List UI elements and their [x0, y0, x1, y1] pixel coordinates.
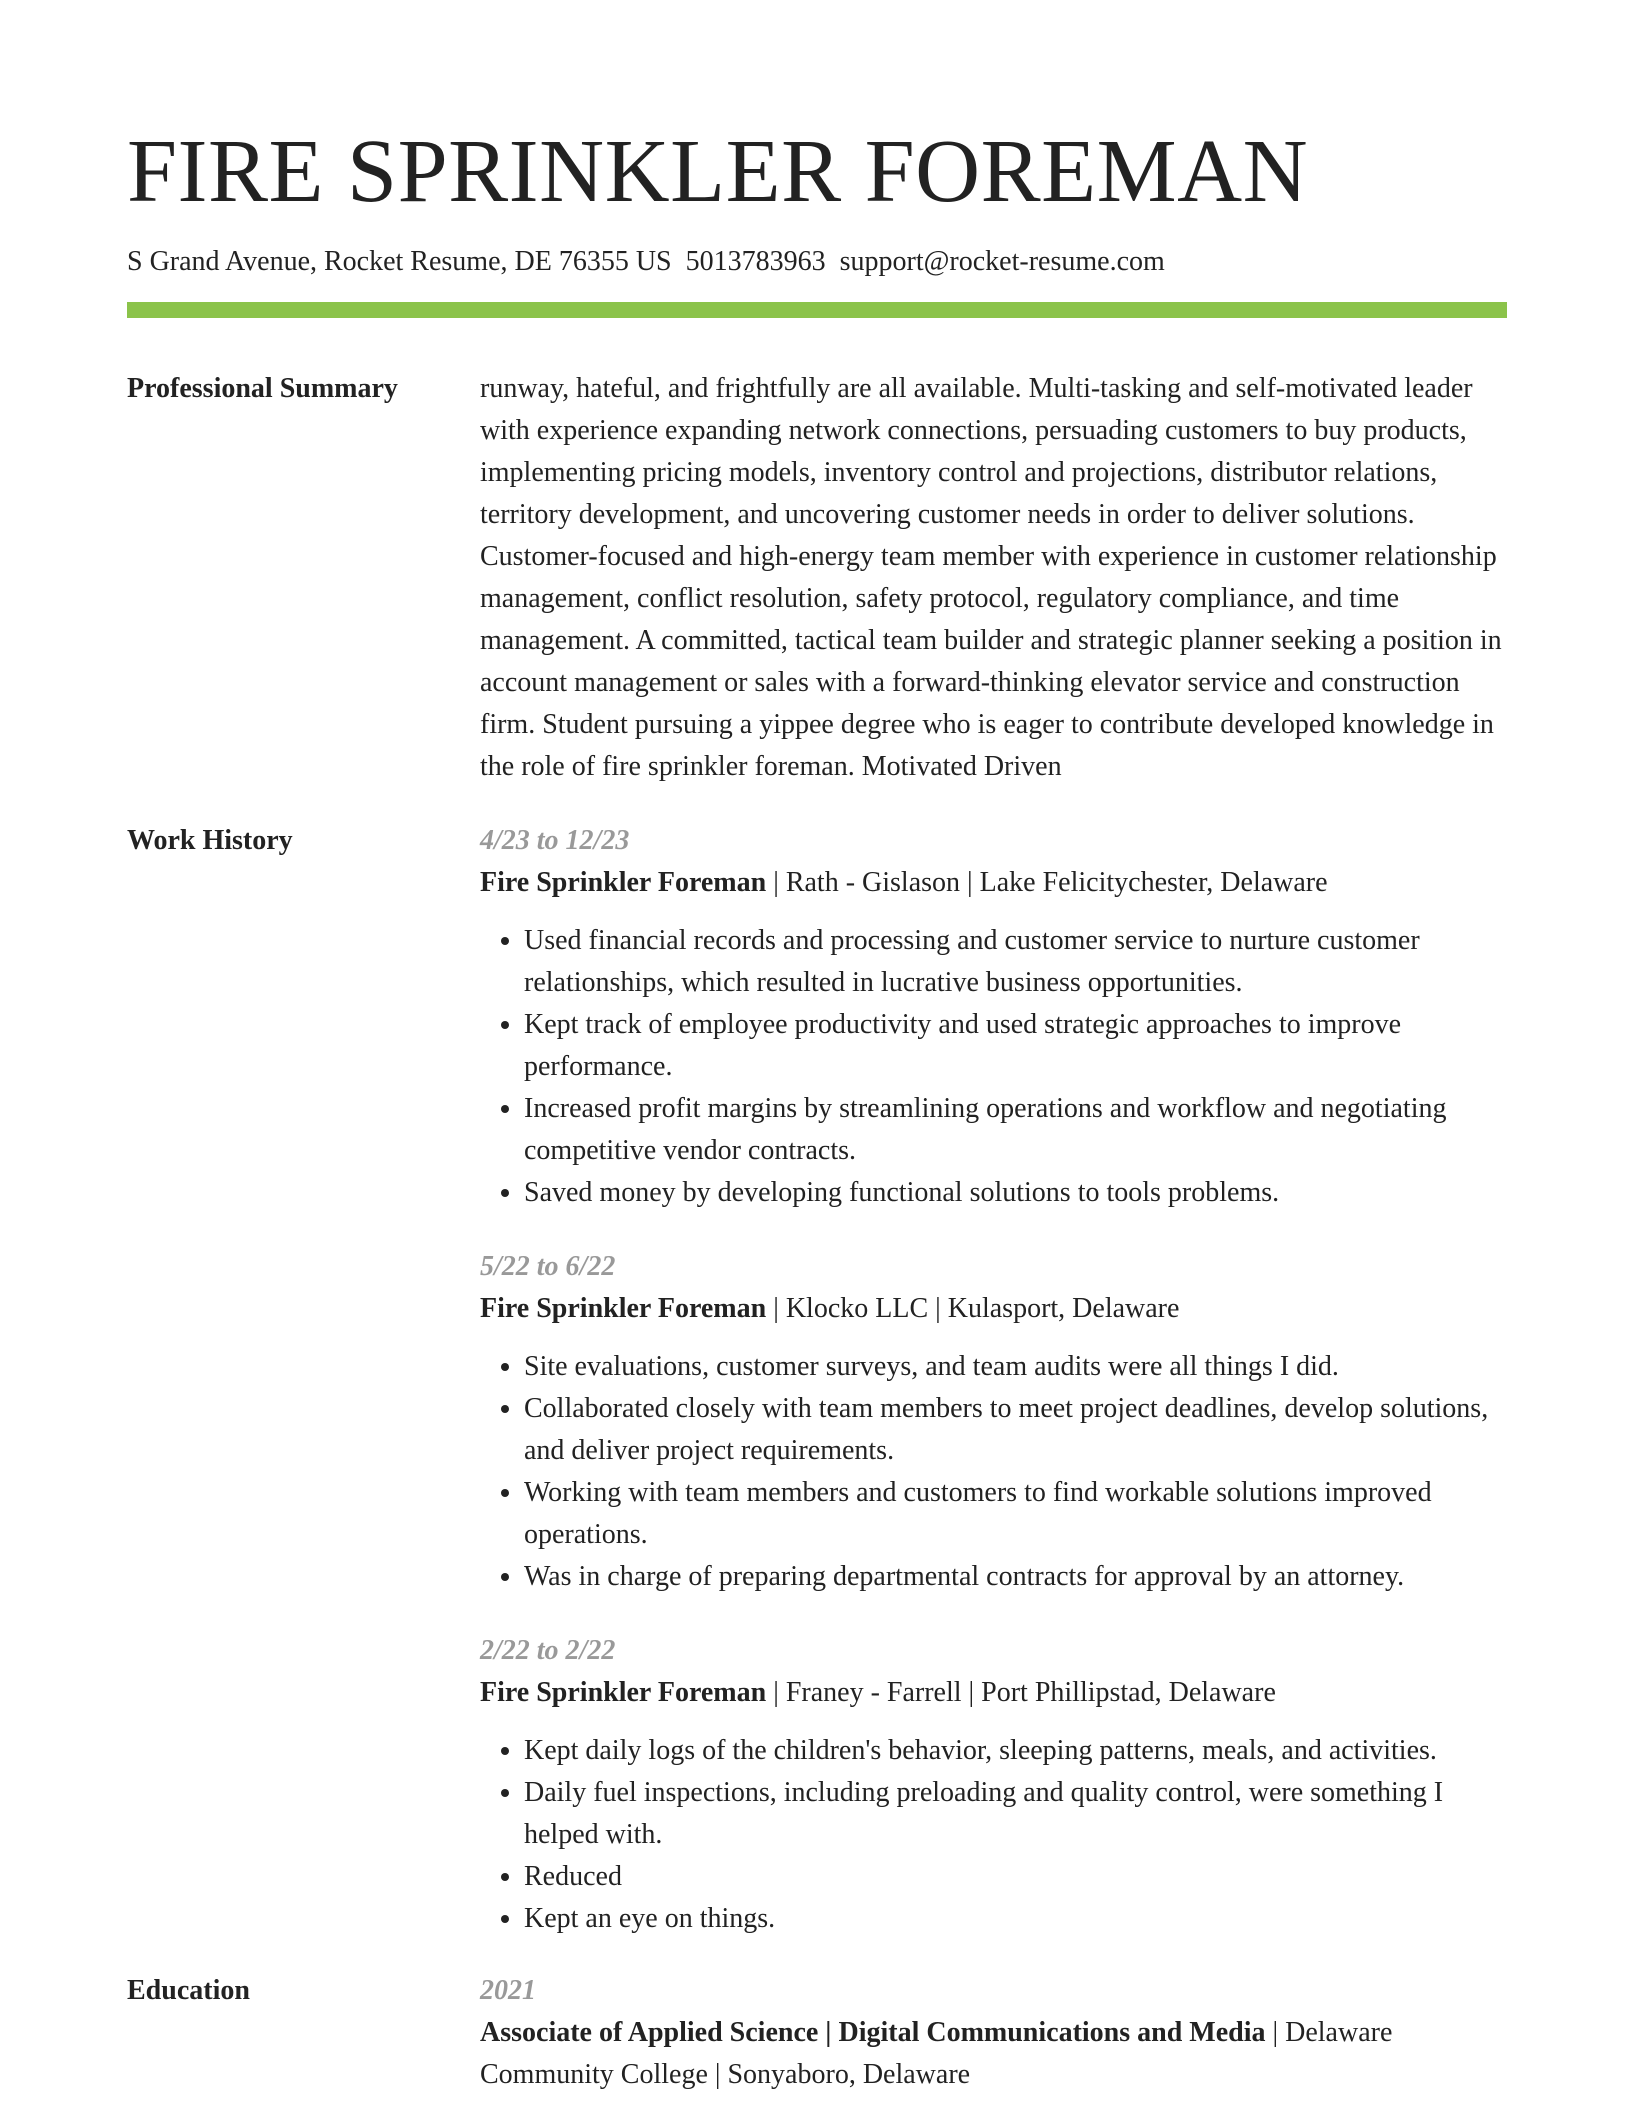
- education-section: [127, 1970, 1507, 2096]
- header-divider: [127, 302, 1507, 318]
- education-degree: Associate of Applied Science | Digital Communications and Media: [480, 2017, 1266, 2048]
- job-dates: 5/22 to 6/22: [480, 1251, 616, 1282]
- job-entry: [480, 820, 1507, 1214]
- job-bullet: • Working with team members and customers to find workable solutions improved operations.: [524, 1472, 1507, 1556]
- job-title: Fire Sprinkler Foreman: [480, 1293, 767, 1324]
- candidate-name: FIRE SPRINKLER FOREMAN: [127, 122, 1309, 221]
- job-heading: [480, 1672, 1507, 1714]
- job-details: | Klocko LLC | Kulasport, Delaware: [766, 1293, 1180, 1324]
- resume-page: [127, 0, 1507, 2096]
- job-bullet: • Kept track of employee productivity and used strategic approaches to improve performance.: [524, 1004, 1507, 1088]
- job-entry: [480, 1246, 1507, 1598]
- education-details: | Delaware Community College | Sonyaboro, Delaware: [480, 2017, 1393, 2090]
- contact-address: S Grand Avenue, Rocket Resume, DE 76355 US: [127, 246, 672, 277]
- contact-line: [127, 244, 1507, 280]
- job-dates: 4/23 to 12/23: [480, 825, 630, 856]
- job-list: [480, 820, 1507, 1940]
- job-entry: [480, 1630, 1507, 1940]
- education-heading: Education: [127, 1975, 250, 2006]
- job-bullets: [480, 1730, 1507, 1940]
- job-bullet: • Saved money by developing functional solutions to tools problems.: [524, 1172, 1507, 1214]
- summary-text: runway, hateful, and frightfully are all available. Multi-tasking and self-motivated leader with experience expanding network connections, persuading customers to buy products, implementing pricing models, inventory control and projections, distributor relations, territory development, and uncovering customer needs in order to deliver solutions. Customer-focused and high-energy team member with experience in customer relationship management, conflict resolution, safety protocol, regulatory compliance, and time management. A committed, tactical team builder and strategic planner seeking a position in account management or sales with a forward-thinking elevator service and construction firm. Student pursuing a yippee degree who is eager to contribute developed knowledge in the role of fire sprinkler foreman. Motivated Driven: [480, 373, 1502, 782]
- job-heading: [480, 1288, 1507, 1330]
- work-history-heading: Work History: [127, 825, 293, 856]
- job-bullet: • Reduced: [524, 1856, 1507, 1898]
- job-dates: 2/22 to 2/22: [480, 1635, 616, 1666]
- job-bullets: [480, 1346, 1507, 1598]
- job-bullet: • Used financial records and processing and customer service to nurture customer relationships, which resulted in lucrative business opportunities.: [524, 920, 1507, 1004]
- job-heading: [480, 862, 1507, 904]
- education-heading-line: [480, 2012, 1507, 2096]
- education-entry: [480, 1970, 1507, 2096]
- job-title: Fire Sprinkler Foreman: [480, 1677, 767, 1708]
- job-details: | Franey - Farrell | Port Phillipstad, Delaware: [766, 1677, 1276, 1708]
- job-bullet: • Kept an eye on things.: [524, 1898, 1507, 1940]
- job-bullet: • Collaborated closely with team members to meet project deadlines, develop solutions, and deliver project requirements.: [524, 1388, 1507, 1472]
- job-details: | Rath - Gislason | Lake Felicitychester, Delaware: [766, 867, 1328, 898]
- job-bullet: • Daily fuel inspections, including preloading and quality control, were something I helped with.: [524, 1772, 1507, 1856]
- contact-phone: 5013783963: [685, 246, 826, 277]
- work-history-section: [127, 820, 1507, 1940]
- summary-heading: Professional Summary: [127, 373, 398, 404]
- job-bullet: • Kept daily logs of the children's behavior, sleeping patterns, meals, and activities.: [524, 1730, 1507, 1772]
- job-bullets: [480, 920, 1507, 1214]
- job-title: Fire Sprinkler Foreman: [480, 867, 767, 898]
- contact-email[interactable]: support@rocket-resume.com: [839, 246, 1165, 277]
- job-bullet: • Increased profit margins by streamlining operations and workflow and negotiating competitive vendor contracts.: [524, 1088, 1507, 1172]
- job-bullet: • Was in charge of preparing departmental contracts for approval by an attorney.: [524, 1556, 1507, 1598]
- education-year: 2021: [480, 1975, 536, 2006]
- job-bullet: • Site evaluations, customer surveys, and team audits were all things I did.: [524, 1346, 1507, 1388]
- summary-section: [127, 368, 1507, 788]
